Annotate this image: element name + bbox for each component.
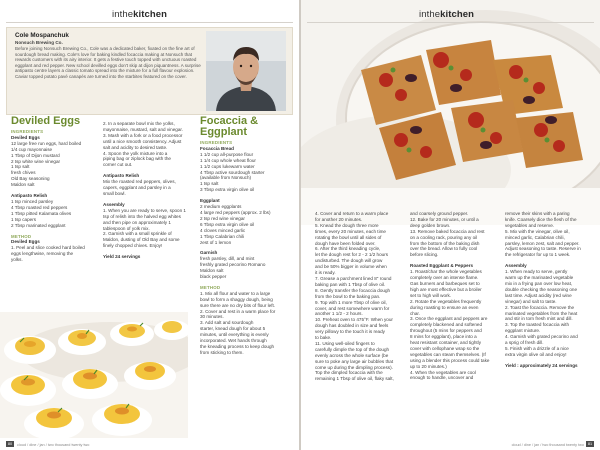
- text-line: sure to poke any large air bubbles that: [315, 358, 394, 364]
- text-line: 1. Mix all flour and water to a large: [200, 290, 271, 296]
- text-line: eggplant mixture.: [505, 328, 541, 334]
- text-line: and stir in torn fresh mint and dill.: [505, 316, 573, 322]
- text-line: 4. Garnish with grated pecorino and: [505, 334, 578, 340]
- text-line: 2. Rotate the vegetables frequently: [410, 298, 482, 304]
- method-steps: [505, 211, 597, 258]
- text-line: 2 tsp white wine vinegar: [11, 158, 61, 164]
- text-line: carefully dimple the top of the dough: [315, 346, 390, 352]
- text-line: double checking the seasoning one: [505, 286, 578, 292]
- ingredient-list-bread: [200, 152, 296, 193]
- text-line: knife. Coarsely dice the flesh of the: [505, 216, 577, 222]
- text-line: 3. Once the eggplant and peppers are: [410, 316, 488, 322]
- subheading: Antipasto Relish: [11, 193, 48, 199]
- subheading: Deviled Eggs: [11, 239, 40, 245]
- text-line: (available from Nonsuch): [200, 175, 252, 181]
- text-line: 1. Peel and slice cooked hard boiled: [11, 245, 85, 251]
- text-line: from the bottom of the baking dish: [410, 240, 480, 246]
- text-line: baking pan with 1 Tbsp of olive oil.: [315, 281, 386, 287]
- page-number: 80: [7, 442, 13, 446]
- ingredient-list-eggs: [11, 141, 99, 188]
- text-line: 13. Remove baked focaccia and rest: [410, 228, 485, 234]
- chef-bio-box: [6, 27, 293, 115]
- text-line: zest of 1 lemon: [200, 239, 232, 245]
- text-line: Mix the roasted red peppers, olives,: [103, 179, 176, 185]
- text-line: and coarsely ground pepper.: [410, 211, 469, 216]
- text-line: 4. Cover and return to a warm place: [315, 211, 389, 216]
- text-line: 3. Add salt and sourdough: [200, 320, 254, 326]
- text-line: fresh chives: [11, 170, 36, 176]
- text-line: until a nice smooth consistency. Adjust: [103, 138, 182, 144]
- text-line: times, every 20 minutes, each time: [315, 228, 386, 234]
- relish-steps: [103, 179, 195, 197]
- text-line: remove their skins with a paring: [505, 211, 570, 216]
- subheading: Deviled Eggs: [11, 134, 40, 140]
- yield-text: Yield : approximately 24 servings: [505, 362, 578, 368]
- text-line: over the bread. Allow to fully cool: [410, 246, 478, 252]
- text-line: cover with cellophane wrap so the: [410, 345, 480, 351]
- assembly-steps: [103, 208, 195, 249]
- method-steps: [410, 211, 502, 258]
- text-line: a sprig of fresh dill.: [505, 340, 544, 346]
- footer-text: cloud / dine / jan / two thousand twenty two: [17, 443, 90, 447]
- text-line: Adjust seasoning to taste. Reserve in: [505, 246, 581, 252]
- text-line: 2. Cover and rest in a warm place for: [200, 308, 276, 314]
- text-line: on a cooling rack, pouring any oil: [410, 234, 478, 240]
- text-line: 4 Tbsp roasted red peppers: [11, 204, 68, 210]
- method-steps: [11, 245, 99, 263]
- yield-text: Yield 24 servings: [103, 254, 141, 260]
- text-line: 10. Preheat oven to 475°F. When your: [315, 317, 393, 323]
- text-line: rotating the bowl until all sides of: [315, 234, 382, 240]
- text-line: the refrigerator for up to 1 week.: [505, 252, 571, 258]
- text-line: very pillowy to the touch it is ready: [315, 329, 385, 335]
- assembly-steps: [505, 269, 597, 358]
- text-line: set to high will work.: [410, 292, 452, 298]
- text-line: for another 20 minutes.: [315, 216, 363, 222]
- subheading: Focaccia Bread: [200, 145, 234, 151]
- text-line: fresh parsley, dill, and mint: [200, 256, 255, 262]
- text-line: 1/4 cup mayonnaise: [11, 146, 53, 152]
- text-line: 3. Mash with a fork or a food processor: [103, 132, 183, 138]
- text-line: deep golden brown.: [410, 222, 451, 228]
- text-line: before slicing.: [410, 252, 439, 258]
- chef-company: Nonsuch Brewing Co.: [15, 40, 63, 45]
- text-line: mayonnaise, mustard, salt and vinegar.: [103, 126, 183, 132]
- left-page: [0, 0, 299, 450]
- text-line: minced garlic, Calabrian chili,: [505, 234, 565, 240]
- text-line: come up during the dimpling process).: [315, 364, 393, 370]
- text-line: marinated vegetables from the heat: [505, 310, 578, 316]
- text-line: char.: [410, 310, 420, 316]
- text-line: salt and acidity to desired taste.: [103, 144, 168, 150]
- chef-photo: [206, 31, 286, 111]
- text-line: bowl to form a shaggy dough, being: [200, 296, 273, 302]
- text-line: parsley, lemon zest, salt and pepper.: [505, 240, 580, 246]
- ingredients-label: INGREDIENTS: [11, 129, 44, 134]
- text-line: 9. Top with 1 more Tbsp of olive oil,: [315, 299, 387, 305]
- section-header: inthekitchen: [419, 9, 475, 20]
- text-line: 1 tsp salt: [200, 181, 219, 187]
- header-rule: [6, 22, 293, 23]
- focaccia-method-cont: [315, 211, 407, 382]
- text-line: 1 Tbsp Calabrian chili: [200, 233, 245, 239]
- deviled-eggs-title: Deviled Eggs: [11, 115, 81, 127]
- roasted-steps: [410, 269, 502, 381]
- chef-bio-text: Before joining Nonsuch Brewing Co., Cole was a dedicated baker, fixated on the fine art of sourdough bread making. Cole's love for baking kindled focaccia making at Nonsuch that rewards customers with its airy interior. It gets a festive touch topped with unctuous roasted eggplant and red pepper. New school devilled eggs don't skip at dijon piquantness. A surprise antipasto centre layers a classic tomato spread into the mixture for a full flavour explosion. Caviar topped potato pavé canapés are turned into the starbites featured on the cover.: [15, 46, 201, 79]
- text-line: last time. Adjust acidity (red wine: [505, 292, 572, 298]
- text-line: 11. Using well-oiled fingers to: [315, 340, 375, 346]
- text-line: let the dough rest for 2 - 2 1/2 hours: [315, 252, 389, 258]
- deviled-eggs-ingredients: [11, 129, 99, 263]
- text-line: 30 minutes.: [200, 314, 224, 320]
- text-line: 5. Mix with the vinegar, olive oil,: [505, 228, 570, 234]
- text-line: cover, and rest somewhere warm for: [315, 305, 390, 311]
- text-line: and then pipe on approximately 1: [103, 219, 171, 225]
- text-line: 2 Tbsp marinated eggplant: [11, 222, 66, 228]
- text-line: it is ready.: [315, 270, 336, 276]
- text-line: piping bag or ziplock bag with the: [103, 156, 171, 162]
- text-line: enough to handle, uncover and: [410, 375, 474, 381]
- text-line: 4 cloves minced garlic: [200, 227, 246, 233]
- assembly-col: [505, 211, 597, 369]
- focaccia-photo: [301, 0, 600, 225]
- method-steps: [315, 211, 407, 382]
- text-line: 1 tsp minced parsley: [11, 198, 54, 204]
- text-line: 1. Roast/char the whole vegetables: [410, 269, 482, 275]
- text-line: 4 large red peppers (approx. 2 lbs): [200, 209, 271, 215]
- text-line: remaining 1 Tbsp of olive oil, flaky salt,: [315, 376, 394, 382]
- text-line: mix in a frying pan over low heat,: [505, 280, 573, 286]
- text-line: 12. Bake for 20 minutes, or until a: [410, 216, 479, 222]
- chef-name: Cole Mospanchuk: [15, 32, 69, 39]
- method-steps: [200, 291, 296, 356]
- text-line: freshly grated pecorino Romano: [200, 262, 266, 268]
- subheading: Roasted Eggplant & Peppers: [410, 263, 474, 269]
- text-line: 6 Tbsp extra virgin olive oil: [200, 221, 255, 227]
- subheading: Eggplant: [200, 198, 220, 204]
- text-line: Maldon salt: [11, 182, 35, 188]
- text-line: finely chopped chives. Enjoy!: [103, 243, 163, 249]
- subheading: Assembly: [103, 201, 125, 207]
- ingredient-list-eggplant: [200, 204, 296, 245]
- text-line: yolks.: [11, 257, 23, 263]
- text-line: 5. Knead the dough three more: [315, 222, 379, 228]
- text-line: 8 mins for eggplant), place into a: [410, 334, 477, 340]
- subheading: Garnish: [200, 250, 218, 256]
- text-line: 1. When ready to serve, gently: [505, 269, 568, 275]
- text-line: from the bowl to the baking pan.: [315, 293, 381, 299]
- text-line: up to 20 minutes.): [410, 363, 447, 369]
- text-line: 3. Top the toasted focaccia with: [505, 322, 570, 328]
- text-line: 1 1/4 cup whole wheat flour: [200, 157, 256, 163]
- text-line: 1 tsp capers: [11, 216, 37, 222]
- text-line: tsp of relish into the halved egg whites: [103, 213, 181, 219]
- text-line: dough has doubled in size and feels: [315, 323, 389, 329]
- text-line: 1 Tbsp pitted Kalamata olives: [11, 210, 72, 216]
- text-line: corner cut out.: [103, 162, 133, 168]
- text-line: completely blackened and softened: [410, 322, 483, 328]
- text-line: black pepper: [200, 274, 227, 280]
- text-line: Old Bay seasoning: [11, 176, 50, 182]
- text-line: another 1 1/2 - 2 hours.: [315, 311, 363, 317]
- text-line: 1 1/2 cups lukewarm water: [200, 163, 255, 169]
- text-line: vinegar) and salt to taste.: [505, 298, 557, 304]
- focaccia-title: Focaccia & Eggplant: [200, 115, 259, 138]
- text-line: 1 1/2 cup all-purpose flour: [200, 151, 254, 157]
- text-line: incorporated. Wet hands through: [200, 338, 267, 344]
- section-header: inthekitchen: [112, 9, 168, 20]
- text-line: during roasting to ensure an even: [410, 304, 479, 310]
- text-line: Maldon, dusting of Old Bay and some: [103, 237, 180, 243]
- header-rule: [307, 22, 594, 23]
- text-line: eggs lengthwise, removing the: [11, 251, 74, 257]
- text-line: small bowl.: [103, 190, 126, 196]
- method-steps: [103, 121, 195, 168]
- text-line: 2 tsp red wine vinegar: [200, 215, 245, 221]
- text-line: 5. Finish with a drizzle of a nice: [505, 345, 569, 351]
- subheading: Antipasto Relish: [103, 173, 140, 179]
- text-line: high are most effective but a broiler: [410, 286, 482, 292]
- text-line: starter, knead dough for about 5: [200, 326, 266, 332]
- text-line: 2. Toast the focaccia. Remove the: [505, 304, 575, 310]
- text-line: 4. Spoon the yolk mixture into a: [103, 150, 168, 156]
- subheading: Assembly: [505, 263, 527, 269]
- footer-text: cloud / dine / jan / two thousand twenty two: [511, 443, 584, 447]
- text-line: 8. Gently transfer the focaccia dough: [315, 287, 391, 293]
- text-line: from sticking to them.: [200, 349, 244, 355]
- text-line: 1. When you are ready to serve, spoon 1: [103, 207, 186, 213]
- page-number: 81: [587, 442, 593, 446]
- text-line: dough have been folded over.: [315, 240, 376, 246]
- ingredients-label: INGREDIENTS: [200, 140, 233, 145]
- text-line: 2. In a separate bowl mix the yolks,: [103, 121, 175, 126]
- text-line: warm up the marinated vegetable: [505, 275, 574, 281]
- text-line: 3 Tbsp extra virgin olive oil: [200, 187, 255, 193]
- text-line: to bake.: [315, 335, 332, 341]
- text-line: 1 tsp salt: [11, 164, 30, 170]
- text-line: undisturbed. The dough will grow: [315, 258, 383, 264]
- ingredient-list-relish: [11, 199, 99, 229]
- text-line: heat resistant container, and tightly: [410, 340, 481, 346]
- ingredient-list-garnish: [200, 256, 296, 280]
- text-line: vegetables and reserve.: [505, 222, 555, 228]
- text-line: completely over an intense flame.: [410, 275, 479, 281]
- focaccia-ingredients: [200, 140, 296, 356]
- text-line: the kneading process to keep dough: [200, 344, 275, 349]
- text-line: 4 Tbsp active sourdough starter: [200, 169, 265, 175]
- deviled-eggs-method-cont: [103, 121, 195, 260]
- right-page: [301, 0, 600, 450]
- text-line: 4. When the vegetables are cool: [410, 369, 476, 375]
- text-line: 1 Tbsp of Dijon mustard: [11, 152, 60, 158]
- text-line: sure there are no dry bits of flour left.: [200, 302, 276, 308]
- deviled-eggs-photo: [0, 312, 188, 438]
- text-line: Gas burners and barbeques set to: [410, 280, 480, 286]
- text-line: 12 large free run eggs, hard boiled: [11, 140, 82, 146]
- text-line: extra virgin olive oil and enjoy!: [505, 351, 567, 357]
- text-line: Top the dimpled focaccia with the: [315, 370, 383, 376]
- method-label: METHOD: [200, 284, 221, 290]
- text-line: vegetables can steam themselves. (If: [410, 351, 486, 357]
- text-line: tablespoon of yolk mix.: [103, 225, 150, 231]
- text-line: minutes, until everything is evenly: [200, 332, 269, 338]
- text-line: 2 medium eggplants: [200, 204, 242, 210]
- method-label: METHOD: [11, 233, 32, 239]
- text-line: capers, eggplant and parsley in a: [103, 185, 171, 191]
- text-line: using a blender this process could take: [410, 357, 490, 363]
- roasted-vegetables-col: [410, 211, 502, 381]
- text-line: Maldon salt: [200, 268, 224, 274]
- text-line: 7. Grease a parchment lined 8" round: [315, 275, 392, 281]
- text-line: evenly across the whole surface (be: [315, 352, 389, 358]
- text-line: 2. Garnish with a small sprinkle of: [103, 231, 172, 237]
- text-line: throughout (5 mins for peppers and: [410, 328, 482, 334]
- text-line: and be 50% bigger in volume when: [315, 264, 387, 270]
- text-line: 6. After the third kneading cycle,: [315, 246, 381, 252]
